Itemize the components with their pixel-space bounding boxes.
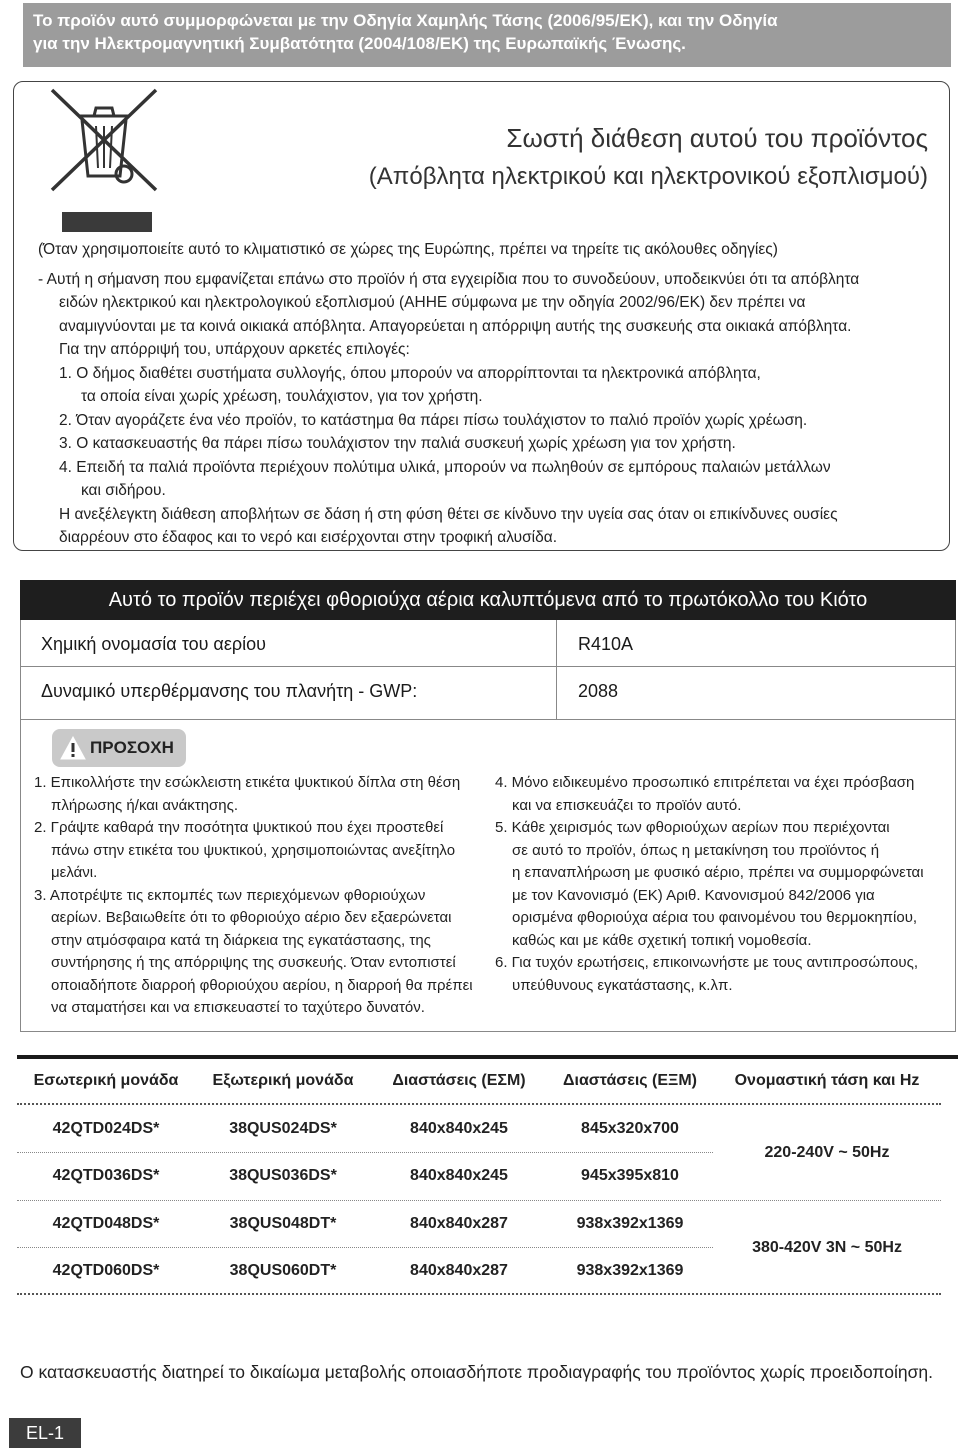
crossed-bin-icon	[48, 86, 160, 194]
disposal-line: 3. Ο κατασκευαστής θα πάρει πίσω τουλάχιστον την παλιά συσκευή χωρίς χρέωση για τον χρήστη.	[59, 435, 736, 452]
disposal-line: 4. Επειδή τα παλιά προϊόντα περιέχουν πολύτιμα υλικά, μπορούν να πωληθούν σε εμπόρους παλαιών μετάλλων	[59, 458, 831, 476]
specs-header-voltage: Ονομαστική τάση και Hz	[734, 1072, 920, 1089]
kyoto-value: 2088	[578, 681, 619, 701]
caution-line: 5. Κάθε χειρισμός των φθοριούχων αερίων που περιέχονται	[495, 819, 890, 836]
caution-line: σε αυτό το προϊόν, όπως η μετακίνηση του προϊόντος ή	[512, 841, 880, 859]
disposal-line: - Αυτή η σήμανση που εμφανίζεται επάνω στο προϊόν ή στα εγχειρίδια που το συνοδεύουν, υποδεικνύει ότι τα απόβλητα	[38, 270, 860, 288]
disposal-line: διαρρέουν στο έδαφος και το νερό και εισέρχονται στην τροφική αλυσίδα.	[59, 529, 558, 546]
specs-row-rule	[17, 1247, 713, 1248]
caution-line: 6. Για τυχόν ερωτήσεις, επικοινωνήστε με τους αντιπροσώπους,	[495, 954, 918, 971]
caution-line: με τον Κανονισμό (ΕΚ) Αριθ. Κανονισμού 842/2006 για	[512, 886, 875, 904]
disposal-subtitle: (Απόβλητα ηλεκτρικού και ηλεκτρονικού εξοπλισμού)	[368, 163, 928, 190]
disposal-line: 2. Όταν αγοράζετε ένα νέο προϊόν, το κατάστημα θα πάρει πίσω τουλάχιστον το παλιό προϊόν χωρίς χρέωση.	[59, 411, 808, 429]
disposal-line: αναμιγνύονται με τα κοινά οικιακά απόβλητα. Απαγορεύεται η απόρριψη αυτής της συσκευής στα οικιακά απόβλητα.	[59, 317, 852, 335]
disposal-line: ειδών ηλεκτρικού και ηλεκτρολογικού εξοπλισμού (ΑΗΗΕ σύμφωνα με την οδηγία 2002/96/ΕΚ) δεν πρέπει να	[59, 294, 806, 311]
specs-cell: 42QTD060DS*	[52, 1262, 160, 1279]
caution-line: καθώς και με κάθε σχετική τοπική νομοθεσία.	[512, 931, 812, 949]
specs-cell: 38QUS024DS*	[229, 1120, 337, 1137]
disposal-line: τα οποία είναι χωρίς χρέωση, τουλάχιστον, για τον χρήστη.	[81, 388, 483, 405]
specs-cell: 38QUS036DS*	[229, 1167, 337, 1184]
disposal-text	[38, 238, 938, 550]
specs-cell: 938x392x1369	[576, 1215, 684, 1232]
specs-cell: 42QTD024DS*	[52, 1120, 160, 1137]
caution-line: συντήρησης ή της απόρριψης της συσκευής. Όταν εντοπιστεί	[51, 954, 456, 971]
caution-line: να σταματήσει και να επισκευαστεί το ταχύτερο δυνατόν.	[51, 999, 425, 1016]
disposal-line: Για την απόρριψή του, υπάρχουν αρκετές επιλογές:	[59, 341, 410, 358]
caution-line: πάνω στην ετικέτα του ψυκτικού, χρησιμοποιώντας ανεξίτηλο	[51, 841, 456, 859]
caution-line: υπεύθυνους εγκατάστασης, κ.λπ.	[512, 976, 733, 994]
specs-header-dim-indoor: Διαστάσεις (ΕΣΜ)	[392, 1072, 526, 1089]
disposal-intro: (Όταν χρησιμοποιείτε αυτό το κλιματιστικό σε χώρες της Ευρώπης, πρέπει να τηρείτε τις ακόλουθες οδηγίες)	[38, 241, 778, 258]
kyoto-label: Δυναμικό υπερθέρμανσης του πλανήτη - GWP:	[41, 681, 418, 701]
bin-underline-bar	[62, 212, 152, 232]
caution-right-column	[495, 772, 945, 997]
specs-header-outdoor: Εξωτερική μονάδα	[212, 1072, 354, 1089]
specs-header-dim-outdoor: Διαστάσεις (ΕΞΜ)	[563, 1072, 697, 1089]
specs-voltage-2: 380-420V 3N ~ 50Hz	[752, 1239, 902, 1256]
specs-header-indoor: Εσωτερική μονάδα	[33, 1072, 179, 1089]
caution-line: οποιαδήποτε διαρροή φθοριούχου αερίου, η διαρροή θα πρέπει	[51, 976, 473, 994]
specs-cell: 938x392x1369	[576, 1262, 684, 1279]
caution-label: ΠΡΟΣΟΧΗ	[90, 738, 174, 757]
caution-line: 2. Γράψτε καθαρά την ποσότητα ψυκτικού που έχει προστεθεί	[34, 819, 444, 836]
kyoto-row-gas	[20, 621, 956, 667]
specs-cell: 845x320x700	[581, 1120, 679, 1137]
kyoto-header: Αυτό το προϊόν περιέχει φθοριούχα αέρια καλυπτόμενα από το πρωτόκολλο του Κιότο	[20, 580, 956, 620]
specs-row-rule	[17, 1200, 941, 1201]
disposal-line: και σιδήρου.	[81, 482, 166, 499]
specs-cell: 945x395x810	[581, 1167, 679, 1184]
specs-top-rule	[17, 1055, 958, 1059]
disposal-title: Σωστή διάθεση αυτού του προϊόντος	[506, 123, 928, 153]
caution-line: αερίων. Βεβαιωθείτε ότι το φθοριούχο αέριο δεν εξαερώνεται	[51, 909, 452, 926]
disposal-line: 1. Ο δήμος διαθέτει συστήματα συλλογής, όπου μπορούν να απορρίπτονται τα ηλεκτρονικά απόβλητα,	[59, 364, 761, 382]
specs-voltage-1: 220-240V ~ 50Hz	[764, 1144, 890, 1161]
specs-cell: 840x840x245	[410, 1120, 508, 1137]
specs-cell: 840x840x287	[410, 1215, 508, 1232]
specs-cell: 42QTD036DS*	[52, 1167, 160, 1184]
caution-left-column	[34, 772, 484, 1020]
kyoto-label: Χημική ονομασία του αερίου	[41, 634, 266, 654]
page-number: EL-1	[9, 1418, 81, 1448]
warning-icon	[60, 736, 86, 760]
specs-cell: 42QTD048DS*	[52, 1215, 160, 1232]
banner-line-1: Το προϊόν αυτό συμμορφώνεται με την Οδηγία Χαμηλής Τάσης (2006/95/ΕΚ), και την Οδηγία	[33, 11, 778, 30]
caution-line: πλήρωσης ή/και ανάκτησης.	[51, 796, 239, 814]
kyoto-row-gwp	[20, 668, 956, 714]
banner-line-2: για την Ηλεκτρομαγνητική Συμβατότητα (2004/108/ΕΚ) της Ευρωπαϊκής Ένωσης.	[33, 34, 686, 53]
caution-line: και να επισκευάζει το προϊόν αυτό.	[512, 796, 742, 814]
caution-line: μελάνι.	[51, 864, 98, 881]
caution-line: ορισμένα φθοριούχα αέρια του φαινομένου του θερμοκηπίου,	[512, 909, 918, 926]
compliance-banner	[23, 3, 951, 67]
caution-line: 3. Αποτρέψτε τις εκπομπές των περιεχόμενων φθοριούχων	[34, 886, 426, 904]
specs-cell: 840x840x287	[410, 1262, 508, 1279]
specs-cell: 38QUS060DT*	[229, 1262, 337, 1279]
specs-bottom-rule	[17, 1293, 941, 1295]
caution-line: η επαναπλήρωση με φυσικό αέριο, πρέπει να συμμορφώνεται	[512, 864, 924, 881]
caution-line: 1. Επικολλήστε την εσώκλειστη ετικέτα ψυκτικού δίπλα στη θέση	[34, 774, 461, 791]
specs-row-rule	[17, 1152, 713, 1153]
kyoto-value: R410A	[578, 634, 634, 654]
disposal-line: Η ανεξέλεγκτη διάθεση αποβλήτων σε δάση ή στη φύση θέτει σε κίνδυνο την υγεία σας όταν οι επικίνδυνες ουσίες	[59, 505, 838, 523]
footer-note: Ο κατασκευαστής διατηρεί το δικαίωμα μεταβολής οποιασδήποτε προδιαγραφής του προϊόντος χωρίς προειδοποίηση.	[20, 1362, 933, 1382]
caution-line: στην ατμόσφαιρα κατά τη διάρκεια της εγκατάστασης, της	[51, 931, 431, 949]
specs-cell: 840x840x245	[410, 1167, 508, 1184]
specs-cell: 38QUS048DT*	[229, 1215, 337, 1232]
caution-line: 4. Μόνο ειδικευμένο προσωπικό επιτρέπεται να έχει πρόσβαση	[495, 774, 915, 791]
specs-header-rule	[17, 1103, 941, 1105]
